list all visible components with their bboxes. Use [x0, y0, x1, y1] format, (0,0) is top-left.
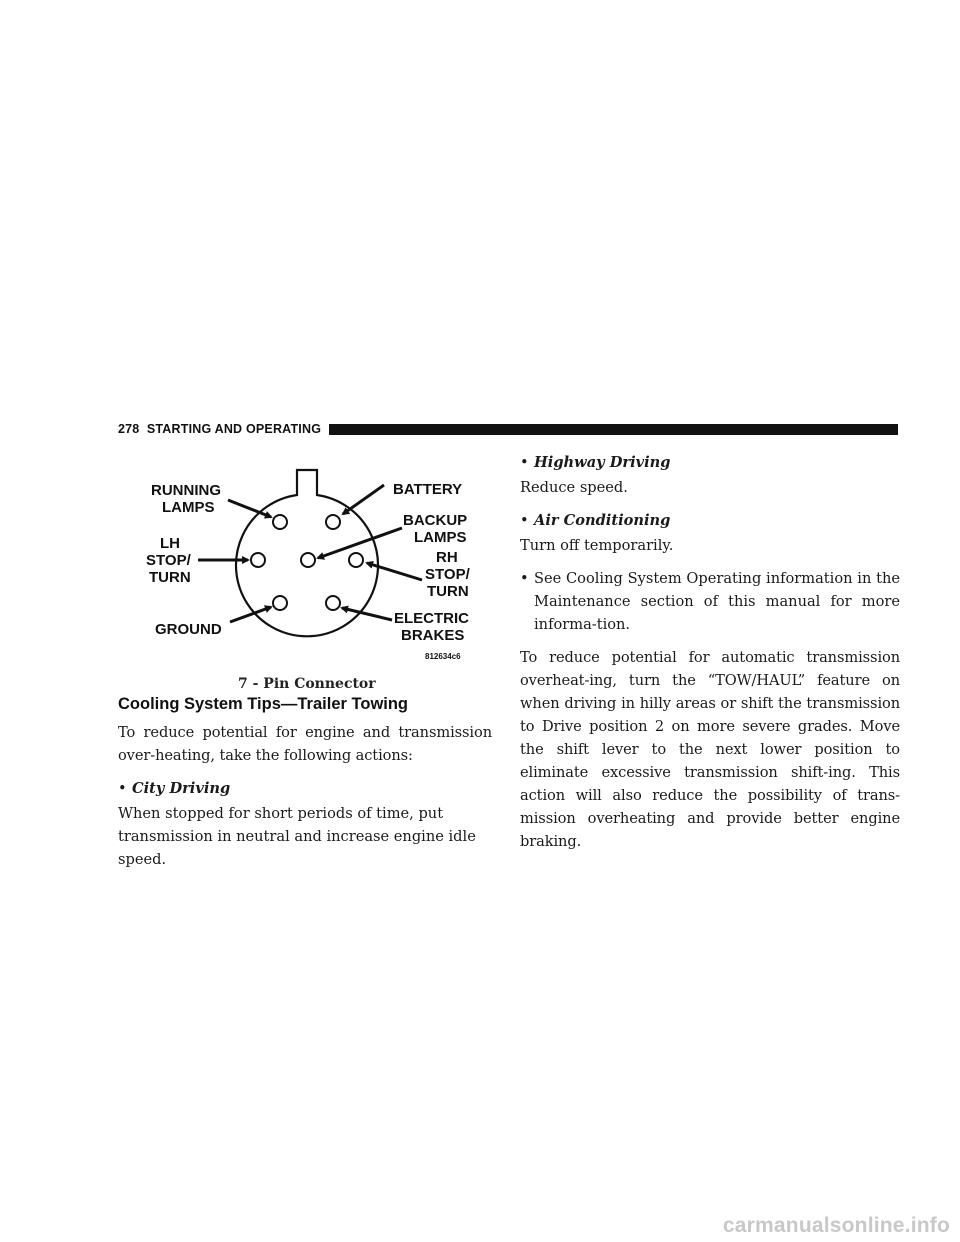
intro-paragraph: To reduce potential for engine and transmission over-heating, take the following actions: — [118, 724, 492, 764]
section-title: STARTING AND OPERATING — [146, 422, 322, 436]
section-heading: Cooling System Tips—Trailer Towing — [118, 695, 409, 713]
label-rh-turn: TURN — [427, 583, 469, 600]
label-rh-stop: STOP/ — [425, 566, 470, 583]
bullet-see-cooling-system — [520, 567, 900, 636]
bullet-air-conditioning — [520, 509, 900, 532]
bullet-title: Air Conditioning — [534, 512, 671, 529]
bullet-title: Highway Driving — [534, 454, 671, 471]
arrow-rh-stop-turn — [367, 563, 422, 580]
city-driving-text: When stopped for short periods of time, put transmission in neutral and increase engine idle speed. — [118, 805, 476, 868]
label-battery: BATTERY — [393, 481, 463, 498]
pin-lh-stop-turn — [251, 553, 265, 567]
figure-caption: 7 - Pin Connector — [238, 676, 376, 692]
label-backup: BACKUP — [403, 512, 468, 529]
page-number: 278 — [118, 422, 140, 436]
bullet-dot: • — [520, 454, 529, 471]
pin-rh-stop-turn — [349, 553, 363, 567]
connector-diagram — [140, 462, 480, 667]
right-column — [520, 451, 900, 863]
header-rule — [329, 424, 898, 435]
bullet-dot: • — [520, 570, 529, 587]
pin-running-lamps — [273, 515, 287, 529]
pin-electric-brakes — [326, 596, 340, 610]
watermark: carmanualsonline.info — [722, 1214, 950, 1237]
header-text — [118, 422, 321, 436]
bullet-highway-driving — [520, 451, 900, 474]
bullet-text: See Cooling System Operating information in the Maintenance section of this manual for more informa-tion. — [534, 570, 900, 633]
label-lh-turn: TURN — [149, 569, 191, 586]
label-electric: ELECTRIC — [394, 610, 469, 627]
arrow-electric-brakes — [342, 608, 392, 620]
label-electric-brakes: BRAKES — [401, 627, 465, 644]
pin-ground — [273, 596, 287, 610]
pin-battery — [326, 515, 340, 529]
label-running: RUNNING — [151, 482, 221, 499]
left-column — [118, 693, 492, 881]
figure-code: 812634c6 — [425, 652, 461, 661]
air-conditioning-text: Turn off temporarily. — [520, 537, 674, 554]
transmission-paragraph: To reduce potential for automatic transmission overheat-ing, turn the “TOW/HAUL” feature on when driving in hilly areas or shift the transmission to Drive position 2 on more severe grades. Move the shift lever to the next lower position to eliminate excessive transmission shift-ing. This action will also reduce the possibility of trans-mission overheating and provide better engine braking. — [520, 649, 900, 850]
label-rh: RH — [436, 549, 458, 566]
label-backup-lamps: LAMPS — [414, 529, 467, 546]
bullet-dot: • — [118, 780, 127, 797]
bullet-title: City Driving — [132, 780, 231, 797]
page-header — [118, 421, 898, 437]
bullet-dot: • — [520, 512, 529, 529]
bullet-city-driving — [118, 777, 492, 800]
arrow-battery — [343, 485, 384, 514]
label-ground: GROUND — [155, 621, 222, 638]
label-running-lamps: LAMPS — [162, 499, 215, 516]
label-lh-stop: STOP/ — [146, 552, 191, 569]
label-lh: LH — [160, 535, 180, 552]
connector-svg — [140, 462, 480, 667]
pin-backup-lamps — [301, 553, 315, 567]
highway-driving-text: Reduce speed. — [520, 479, 628, 496]
